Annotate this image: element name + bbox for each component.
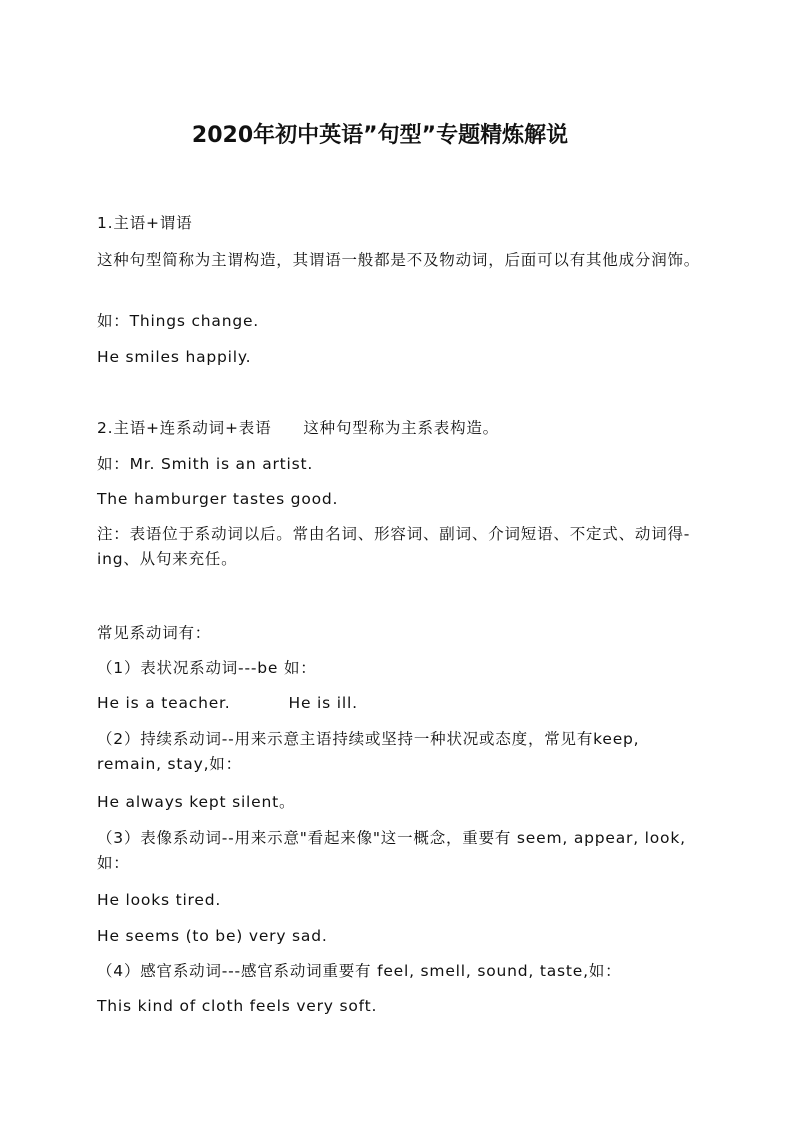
section-2-example-2: The hamburger tastes good. — [97, 490, 339, 508]
linking-verb-item-2: （2）持续系动词--用来示意主语持续或坚持一种状况或态度，常见有keep, remain, stay,如： — [97, 730, 640, 773]
section-2-heading: 2.主语+连系动词+表语 — [97, 419, 272, 437]
linking-verb-item-2-example: He always kept silent。 — [97, 793, 296, 811]
section-3-heading: 常见系动词有： — [97, 624, 212, 642]
linking-verb-item-4-example: This kind of cloth feels very soft. — [97, 997, 378, 1015]
section-2-heading-line — [97, 416, 717, 441]
linking-verb-item-4: （4）感官系动词---感官系动词重要有 feel, smell, sound, taste,如： — [97, 962, 622, 980]
linking-verb-item-1-examples — [97, 691, 717, 716]
linking-verb-item-3: （3）表像系动词--用来示意"看起来像"这一概念，重要有 seem, appear, look,如： — [97, 829, 686, 872]
linking-verb-item-3-example-1: He looks tired. — [97, 891, 222, 909]
section-2-example-1: 如：Mr. Smith is an artist. — [97, 455, 314, 473]
section-2-heading-note: 这种句型称为主系表构造。 — [303, 419, 499, 437]
document-title: 2020年初中英语”句型”专题精炼解说 — [191, 123, 569, 148]
item-1-example-a: He is a teacher. — [97, 694, 231, 712]
section-1-example-2: He smiles happily. — [97, 348, 252, 366]
section-2-note: 注：表语位于系动词以后。常由名词、形容词、副词、介词短语、不定式、动词得-ing、从句来充任。 — [97, 525, 691, 568]
item-1-example-b: He is ill. — [288, 694, 358, 712]
section-1-example-1: 如：Things change. — [97, 312, 260, 330]
linking-verb-item-1: （1）表状况系动词---be 如： — [97, 659, 317, 677]
section-1-description: 这种句型简称为主谓构造，其谓语一般都是不及物动词，后面可以有其他成分润饰。 — [97, 251, 701, 269]
section-1-heading: 1.主语+谓语 — [97, 214, 193, 232]
linking-verb-item-3-example-2: He seems (to be) very sad. — [97, 927, 328, 945]
